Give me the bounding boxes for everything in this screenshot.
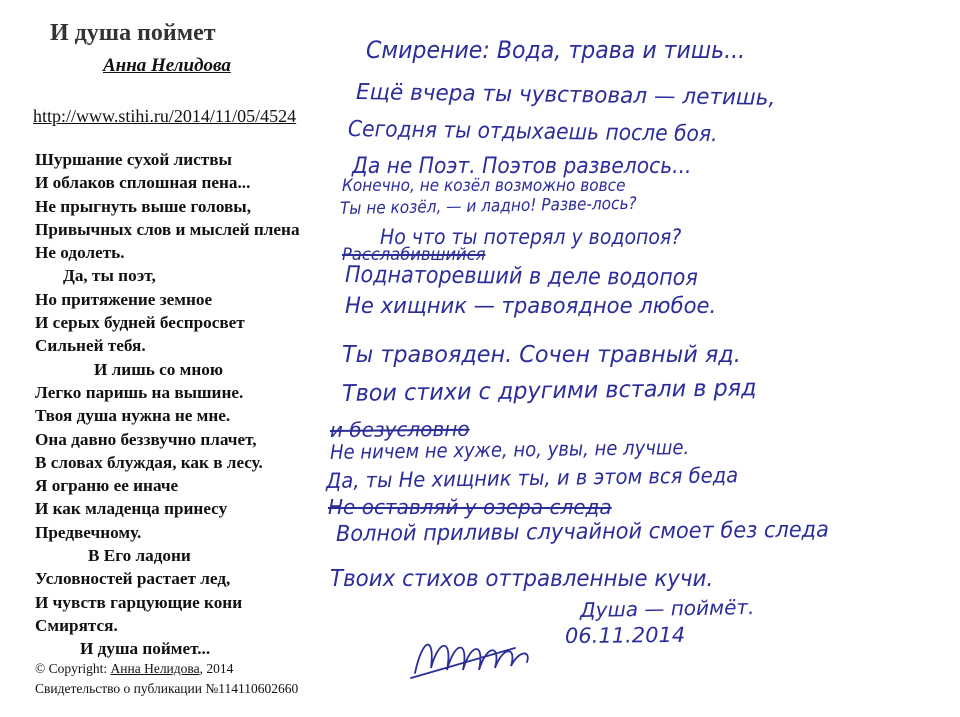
source-url[interactable]: http://www.stihi.ru/2014/11/05/4524	[33, 106, 297, 126]
copyright-author-link[interactable]: Анна Нелидова	[110, 661, 200, 676]
poem-line: Не одолеть.	[35, 243, 125, 263]
handwritten-line: Не ничем не хуже, но, увы, не лучше.	[329, 434, 690, 464]
poem-line: И душа поймет...	[80, 639, 211, 659]
handwritten-line: Но что ты потерял у водопоя?	[380, 225, 682, 249]
signature-scribble-icon	[405, 628, 545, 688]
handwritten-line: Смирение: Вода, трава и тишь...	[366, 36, 746, 64]
poem-line: И серых будней беспросвет	[35, 313, 245, 333]
poem-line: И чувств гарцующие кони	[35, 592, 243, 612]
handwritten-line: Конечно, не козёл возможно вовсе	[342, 176, 626, 196]
poem-line: И лишь со мною	[94, 359, 223, 379]
poem-line: Предвечному.	[35, 522, 142, 542]
handwritten-line: Твоих стихов оттравленные кучи.	[330, 566, 714, 592]
handwritten-strikethrough: Расслабившийся	[342, 245, 486, 265]
poem-line: Привычных слов и мыслей плена	[35, 219, 300, 239]
poem-line: Да, ты поэт,	[63, 266, 156, 286]
handwritten-line: Да не Поэт. Поэтов развелось...	[352, 154, 692, 179]
handwritten-line: Да, ты Не хищник ты, и в этом вся беда	[325, 463, 739, 493]
handwritten-line: Не хищник — травоядное любое.	[345, 294, 717, 319]
handwritten-date: 06.11.2014	[564, 622, 686, 648]
poem-line: В словах блуждая, как в лесу.	[35, 452, 263, 472]
poem-line: Твоя душа нужна не мне.	[35, 406, 231, 426]
copyright-prefix: © Copyright:	[35, 661, 111, 676]
publication-certificate: Свидетельство о публикации №114110602660	[35, 681, 299, 696]
handwritten-line: Сегодня ты отдыхаешь после боя.	[347, 117, 718, 148]
handwritten-strikethrough: Не оставляй у озера следа	[328, 495, 612, 519]
poem-title: И душа поймет	[50, 20, 216, 46]
poem-line: Я ограню ее иначе	[35, 476, 179, 496]
handwritten-line: Ещё вчера ты чувствовал — летишь,	[355, 80, 776, 111]
poem-line: Смирятся.	[35, 615, 118, 635]
handwritten-line: Волной приливы случайной смоет без следа	[335, 517, 830, 547]
handwritten-line: Поднаторевший в деле водопоя	[344, 262, 698, 292]
poem-line: И как младенца принесу	[35, 499, 228, 519]
poem-author: Анна Нелидова	[103, 55, 231, 76]
poem-line: Условностей растает лед,	[35, 569, 231, 589]
poem-line: Но притяжение земное	[35, 289, 213, 309]
poem-line: Шуршание сухой листвы	[35, 150, 232, 169]
poem-line: Она давно беззвучно плачет,	[35, 429, 257, 449]
poem-line: Легко паришь на вышине.	[35, 382, 244, 402]
poem-line: Не прыгнуть выше головы,	[35, 196, 251, 216]
copyright-year: , 2014	[199, 661, 234, 676]
poem-line: В Его ладони	[88, 546, 191, 566]
handwritten-signature-text: Душа — поймёт.	[579, 594, 755, 622]
poem-line: И облаков сплошная пена...	[35, 173, 251, 193]
handwritten-line: Ты травояден. Сочен травный яд.	[342, 342, 741, 368]
handwritten-line: Ты не козёл, — и ладно! Разве-лось?	[339, 193, 637, 219]
handwritten-line: Твои стихи с другими встали в ряд	[341, 375, 757, 407]
handwritten-strikethrough: и безусловно	[329, 416, 470, 442]
poem-line: Сильней тебя.	[35, 336, 146, 356]
